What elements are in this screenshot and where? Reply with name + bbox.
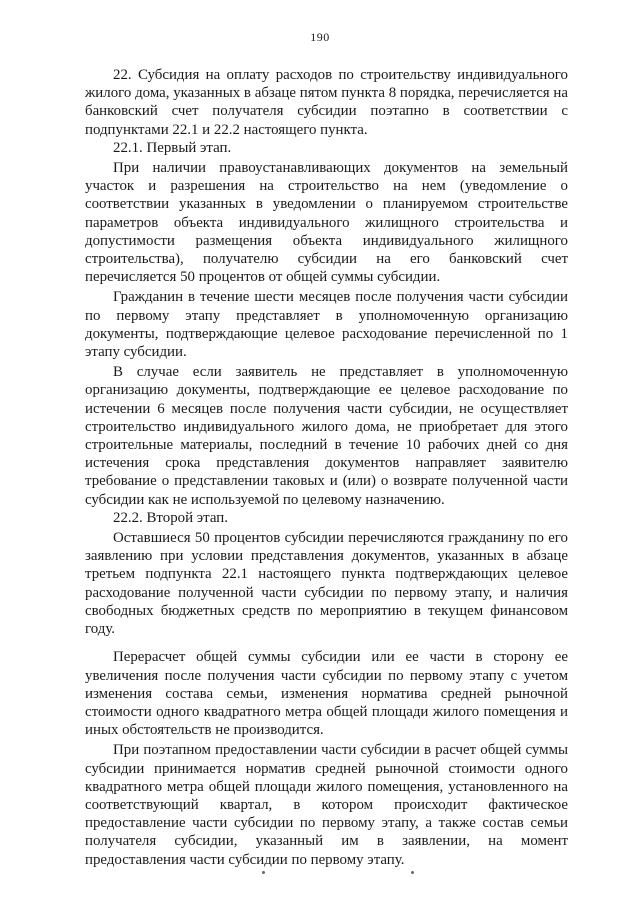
paragraph-first-stage-payment: При наличии правоустанавливающих документов на земельный участок и разрешения на строительство на нем (уведомление о соответствии указанных в уведомлении о планируемом строительстве параметров объекта индивидуального жилищного строительства и допустимости размещения объекта индивидуального жилищного строительства), получателю субсидии на его банковский счет перечисляется 50 процентов от общей суммы субсидии. xyxy=(85,160,568,286)
subheading-22-2: 22.2. Второй этап. xyxy=(113,509,228,526)
document-body xyxy=(85,66,568,869)
subheading-22-1: 22.1. Первый этап. xyxy=(113,139,232,156)
paragraph-22: 22. Субсидия на оплату расходов по строительству индивидуального жилого дома, указанных в абзаце пятом пункта 8 порядка, перечисляется на банковский счет получателя субсидии поэтапно в соответствии с подпунктами 22.1 и 22.2 настоящего пункта. xyxy=(85,67,568,138)
scan-speck xyxy=(411,871,414,874)
paragraph-first-stage-return: В случае если заявитель не представляет в уполномоченную организацию документы, подтверждающие ее целевое расходование по истечении 6 месяцев после получения части субсидии, не осуществляет строительство индивидуального жилого дома, не приобретает для этого строительные материалы, последний в течение 10 рабочих дней со дня истечения срока представления документов направляет заявителю требование о представлении таковых и (или) о возврате полученной части субсидии как не используемой по целевому назначению. xyxy=(85,364,568,508)
page-number: 190 xyxy=(310,30,330,44)
scan-speck xyxy=(262,871,265,874)
paragraph-recalculation: Перерасчет общей суммы субсидии или ее части в сторону ее увеличения после получения части субсидии по первому этапу с учетом изменения состава семьи, изменения норматива средней рыночной стоимости одного квадратного метра общей площади жилого помещения и иных обстоятельств не производится. xyxy=(85,649,568,739)
paragraph-second-stage-payment: Оставшиеся 50 процентов субсидии перечисляются гражданину по его заявлению при условии представления документов, указанных в абзаце третьем подпункта 22.1 настоящего пункта подтверждающих целевое расходование полученной части субсидии по первому этапу, и наличия свободных бюджетных средств по мероприятию в текущем финансовом году. xyxy=(85,530,568,638)
paragraph-norm-calculation: При поэтапном предоставлении части субсидии в расчет общей суммы субсидии принимается норматив средней рыночной стоимости одного квадратного метра общей площади жилого помещения, установленного на соответствующий квартал, в котором происходит фактическое предоставление части субсидии по первому этапу, а также состав семьи получателя субсидии, указанный им в заявлении, на момент предоставления части субсидии по первому этапу. xyxy=(85,742,568,868)
paragraph-first-stage-documents: Гражданин в течение шести месяцев после получения части субсидии по первому этапу представляет в уполномоченную организацию документы, подтверждающие целевое расходование перечисленной по 1 этапу субсидии. xyxy=(85,289,568,361)
